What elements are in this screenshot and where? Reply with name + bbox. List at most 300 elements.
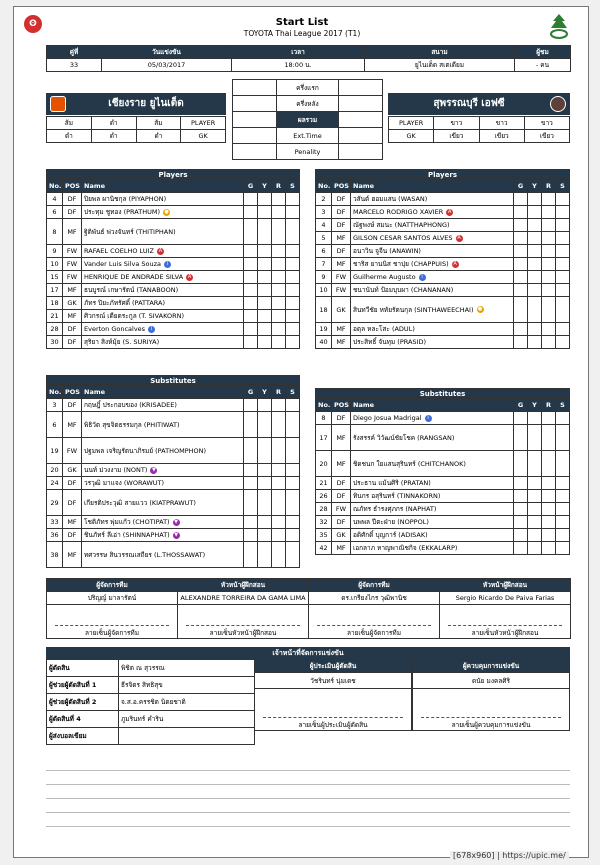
player-name: สินทวีชัย หทัยรัตนกุล (SINTHAWEECHAI)	[353, 305, 474, 314]
player-number: 20	[316, 451, 332, 477]
player-row	[316, 193, 570, 206]
player-number: 15	[47, 271, 63, 284]
away-team-manager: ดร.เกรียงไกร วุฒิพานิช	[309, 592, 440, 605]
official-head: หัวหน้าผู้ฝึกสอน	[440, 579, 571, 592]
col-s: S	[286, 180, 300, 193]
away-team-logo	[550, 96, 566, 112]
player-position: DF	[332, 477, 351, 490]
player-position: MF	[63, 516, 82, 529]
player-name-cell	[351, 258, 514, 271]
player-name-cell	[82, 193, 244, 206]
player-name: ธนบูรณ์ เกษารัตน์ (TANABOON)	[84, 286, 179, 294]
player-name-cell	[82, 542, 244, 568]
section-title: Players	[315, 169, 570, 179]
kit-head: ขาว	[524, 117, 569, 130]
player-number: 20	[47, 464, 63, 477]
player-number: 2	[316, 193, 332, 206]
player-name-cell	[82, 245, 244, 258]
col-no: No.	[316, 180, 332, 193]
away-substitutes-section	[315, 388, 570, 555]
player-number: 40	[316, 336, 332, 349]
player-name-cell	[351, 245, 514, 258]
player-name: วสันต์ ฮอมแสน (WASAN)	[353, 195, 428, 203]
player-name: ประทุม ชูทอง (PRATHUM)	[84, 208, 160, 216]
signature-box	[47, 605, 178, 639]
official-head: ผู้จัดการทีม	[47, 579, 178, 592]
home-head-coach: ALEXANDRE TORREIRA DA GAMA LIMA	[178, 592, 309, 605]
player-number: 8	[47, 219, 63, 245]
col-pos: POS	[332, 399, 351, 412]
player-position: GK	[63, 464, 82, 477]
kit-head: ขาว	[434, 117, 479, 130]
player-number: 9	[316, 271, 332, 284]
player-name: พิธิวัต สุขจิตธรรมกุล (PHITIWAT)	[84, 420, 180, 429]
player-number: 17	[316, 425, 332, 451]
kit-val: ดำ	[136, 130, 181, 143]
col-no: No.	[47, 386, 63, 399]
assistant-1-name: ธีรจิตร สิทธิสุข	[119, 677, 255, 694]
watermark: [678x960] | https://upic.me/	[450, 851, 569, 860]
kit-val: ดำ	[91, 130, 136, 143]
section-title: Substitutes	[46, 375, 300, 385]
col-y: Y	[528, 399, 542, 412]
player-name-cell	[82, 206, 244, 219]
period-first-half: ครึ่งแรก	[277, 80, 339, 96]
player-number: 35	[316, 529, 332, 542]
player-name: ทินกร อสุรินทร์ (TINNAKORN)	[353, 492, 441, 500]
player-status-icon: A	[453, 260, 457, 267]
col-no: No.	[316, 399, 332, 412]
player-name: อดิศักดิ์ บุญการ์ (ADISAK)	[353, 531, 428, 539]
document-page	[13, 6, 589, 858]
player-name: GILSON CESAR SANTOS ALVES	[353, 234, 453, 242]
col-g: G	[244, 386, 258, 399]
player-position: GK	[332, 529, 351, 542]
col-r: R	[272, 180, 286, 193]
player-row	[316, 412, 570, 425]
signature-label: ลายเซ็นผู้ประเมินผู้ตัดสิน	[298, 721, 368, 729]
kit-head: ดำ	[91, 117, 136, 130]
player-position: FW	[332, 271, 351, 284]
player-position: FW	[63, 245, 82, 258]
player-name-cell	[351, 297, 514, 323]
player-position: DF	[63, 399, 82, 412]
col-y: Y	[528, 180, 542, 193]
player-position: MF	[332, 232, 351, 245]
player-name-cell	[82, 529, 244, 542]
player-position: DF	[332, 412, 351, 425]
player-row	[47, 336, 300, 349]
player-name-cell	[351, 451, 514, 477]
player-name-cell	[351, 412, 514, 425]
col-g: G	[514, 399, 528, 412]
col-g: G	[514, 180, 528, 193]
player-number: 6	[316, 245, 332, 258]
player-number: 38	[47, 542, 63, 568]
signature-label: ลายเซ็นผู้จัดการทีม	[346, 629, 401, 637]
player-name-cell	[82, 284, 244, 297]
player-position: FW	[63, 438, 82, 464]
player-name-cell	[351, 323, 514, 336]
player-name-cell	[351, 425, 514, 451]
player-name: ชาริส ยานนิส ชาปุย (CHAPPUIS)	[353, 260, 449, 268]
player-row	[316, 529, 570, 542]
player-name-cell	[351, 193, 514, 206]
player-row	[316, 336, 570, 349]
player-status-icon: A	[457, 234, 461, 241]
player-row	[47, 438, 300, 464]
player-number: 29	[47, 490, 63, 516]
player-position: DF	[63, 477, 82, 490]
player-name-cell	[351, 232, 514, 245]
kit-head: ส้ม	[136, 117, 181, 130]
fourth-official-role: ผู้ตัดสินที่ 4	[47, 711, 119, 728]
player-name: ประสิทธิ์ จันทุม (PRASID)	[353, 338, 427, 346]
player-status-icon: A	[448, 208, 452, 215]
player-row	[47, 516, 300, 529]
commissioner-head: ผู้ควบคุมการแข่งขัน	[413, 660, 570, 673]
player-position: DF	[63, 193, 82, 206]
player-row	[47, 529, 300, 542]
player-number: 10	[47, 258, 63, 271]
col-r: R	[272, 386, 286, 399]
extra-name	[119, 728, 255, 745]
player-row	[316, 542, 570, 555]
player-name: Guilherme Augusto	[353, 273, 416, 281]
player-name: เกียรติประวุฒิ สายแวว (KIATPRAWUT)	[84, 498, 196, 507]
player-position: MF	[332, 336, 351, 349]
official-head: หัวหน้าผู้ฝึกสอน	[178, 579, 309, 592]
player-name-cell	[351, 206, 514, 219]
player-number: 10	[316, 284, 332, 297]
player-name-cell	[351, 542, 514, 555]
player-row	[316, 258, 570, 271]
col-name: Name	[82, 386, 244, 399]
player-name: ณภัทร ธำรงศุภกร (NAPHAT)	[353, 505, 437, 513]
player-row	[316, 284, 570, 297]
match-head: สนาม	[365, 46, 515, 59]
player-row	[47, 271, 300, 284]
col-s: S	[286, 386, 300, 399]
player-row	[47, 490, 300, 516]
player-row	[47, 412, 300, 438]
kit-head: PLAYER	[181, 117, 226, 130]
player-status-icon: ●	[477, 306, 483, 312]
player-row	[47, 310, 300, 323]
away-kit-table	[388, 116, 570, 143]
player-status-icon: ▼	[174, 531, 179, 538]
home-team-name	[46, 93, 226, 115]
col-pos: POS	[63, 180, 82, 193]
kit-val: ดำ	[47, 130, 92, 143]
player-name: นพพล ปีตะฝ่าย (NOPPOL)	[353, 518, 429, 526]
player-name: ชนานันท์ ป้อมบุบผา (CHANANAN)	[353, 286, 454, 294]
player-name: ภัทร ปิยะภัทรัศดิ์ (PATTARA)	[84, 299, 166, 307]
player-name: ณัฐพงษ์ สมนะ (NATTHAPHONG)	[353, 221, 450, 229]
player-name: MARCELO RODRIGO XAVIER	[353, 208, 444, 216]
period-extra-time: Ext.Time	[277, 128, 339, 144]
col-name: Name	[82, 180, 244, 193]
col-y: Y	[258, 180, 272, 193]
period-total: ผลรวม	[277, 112, 339, 128]
home-team-logo	[50, 96, 66, 112]
kit-val: GK	[181, 130, 226, 143]
player-position: FW	[332, 284, 351, 297]
kit-head: ขาว	[479, 117, 524, 130]
col-y: Y	[258, 386, 272, 399]
player-name: ศิวกรณ์ เตียตระกูล (T. SIVAKORN)	[84, 312, 185, 320]
player-name: HENRIQUE DE ANDRADE SILVA	[84, 273, 184, 281]
player-position: MF	[63, 310, 82, 323]
player-position: DF	[332, 206, 351, 219]
player-name: ชินภัทร์ ลีเอ่า (SHINNAPHAT)	[84, 531, 170, 539]
page-subtitle: TOYOTA Thai League 2017 (T1)	[243, 29, 361, 38]
player-position: MF	[63, 219, 82, 245]
signature-label: ลายเซ็นหัวหน้าผู้ฝึกสอน	[209, 629, 277, 637]
player-position: MF	[332, 451, 351, 477]
kit-val: GK	[389, 130, 434, 143]
player-position: MF	[63, 412, 82, 438]
player-name-cell	[82, 310, 244, 323]
assistant-2-role: ผู้ช่วยผู้ตัดสินที่ 2	[47, 694, 119, 711]
player-number: 8	[316, 412, 332, 425]
col-pos: POS	[332, 180, 351, 193]
match-venue: ยูไนเต็ด สเตเดียม	[365, 59, 515, 72]
player-row	[47, 193, 300, 206]
player-name: ทศวรรษ สินวรรณเสถียร (L.THOSSAWAT)	[84, 550, 206, 559]
player-name-cell	[351, 516, 514, 529]
section-title: Players	[46, 169, 300, 179]
player-name: ชิดชนก ใยแสนสุรินทร์ (CHITCHANOK)	[353, 459, 466, 468]
player-position: DF	[63, 323, 82, 336]
page-title: Start List	[275, 17, 329, 28]
player-name-cell	[82, 271, 244, 284]
kit-val: เขียว	[479, 130, 524, 143]
player-row	[316, 490, 570, 503]
player-status-icon: i	[164, 261, 171, 268]
player-number: 6	[47, 206, 63, 219]
official-head: ผู้จัดการทีม	[309, 579, 440, 592]
player-number: 21	[316, 477, 332, 490]
period-second-half: ครึ่งหลัง	[277, 96, 339, 112]
player-row	[47, 258, 300, 271]
player-status-icon: ●	[164, 208, 169, 215]
period-penalty: Penality	[277, 144, 339, 160]
player-row	[47, 464, 300, 477]
player-row	[316, 271, 570, 284]
player-row	[316, 425, 570, 451]
player-row	[316, 477, 570, 490]
player-number: 30	[47, 336, 63, 349]
player-position: DF	[332, 219, 351, 232]
player-name-cell	[82, 438, 244, 464]
player-name-cell	[351, 529, 514, 542]
player-position: DF	[332, 245, 351, 258]
match-head: วันแข่งขัน	[102, 46, 232, 59]
score-periods-table	[232, 79, 383, 160]
player-number: 3	[316, 206, 332, 219]
assessor-table	[254, 659, 412, 731]
match-time: 18:00 น.	[232, 59, 365, 72]
player-name: ปฐมพล เจริญรัตนาภิรมย์ (PATHOMPHON)	[84, 446, 207, 455]
match-number: 33	[47, 59, 102, 72]
player-position: MF	[63, 284, 82, 297]
player-status-icon: ▼	[174, 518, 179, 525]
player-name: อดุล หละโสะ (ADUL)	[353, 325, 415, 333]
col-name: Name	[351, 399, 514, 412]
home-team-label: เชียงราย ยูไนเต็ด	[108, 98, 184, 109]
player-name: ฐิติพันธ์ พ่วงจันทร์ (THITIPHAN)	[84, 227, 176, 236]
player-name: นนท์ ม่วงงาม (NONT)	[84, 466, 148, 474]
player-status-icon: A	[187, 273, 192, 280]
player-row	[316, 206, 570, 219]
match-date: 05/03/2017	[102, 59, 232, 72]
player-number: 18	[47, 297, 63, 310]
player-row	[47, 477, 300, 490]
player-name: อนาวิน จูจีน (ANAWIN)	[353, 247, 421, 255]
player-number: 17	[47, 284, 63, 297]
player-position: DF	[63, 490, 82, 516]
player-name: กฤษฎิ์ ประกอบของ (KRISADEE)	[84, 401, 177, 409]
referee-role: ผู้ตัดสิน	[47, 660, 119, 677]
col-g: G	[244, 180, 258, 193]
away-team-label: สุพรรณบุรี เอฟซี	[433, 98, 505, 109]
player-name-cell	[82, 399, 244, 412]
notes-area	[46, 757, 570, 837]
col-s: S	[556, 399, 570, 412]
col-name: Name	[351, 180, 514, 193]
player-row	[47, 245, 300, 258]
player-number: 18	[316, 297, 332, 323]
player-number: 9	[47, 245, 63, 258]
player-name-cell	[82, 464, 244, 477]
player-name: Everton Goncalves	[84, 325, 146, 333]
player-name: เอกลาภ หาญพาณิชกิจ (EKKALARP)	[353, 544, 458, 552]
player-name-cell	[351, 477, 514, 490]
player-number: 24	[47, 477, 63, 490]
player-number: 28	[316, 503, 332, 516]
assistant-1-role: ผู้ช่วยผู้ตัดสินที่ 1	[47, 677, 119, 694]
player-name-cell	[351, 503, 514, 516]
player-name: วรวุฒิ มาแจง (WORAWUT)	[84, 479, 165, 487]
player-name-cell	[82, 219, 244, 245]
col-no: No.	[47, 180, 63, 193]
match-head: เวลา	[232, 46, 365, 59]
player-name: รังสรรค์ วิวัฒน์ชัยโชค (RANGSAN)	[353, 433, 455, 442]
staff-section-title: เจ้าหน้าที่จัดการแข่งขัน	[46, 647, 570, 659]
player-name-cell	[82, 412, 244, 438]
player-row	[316, 516, 570, 529]
away-team-name	[388, 93, 570, 115]
player-row	[316, 503, 570, 516]
player-number: 5	[316, 232, 332, 245]
player-number: 26	[316, 490, 332, 503]
player-name-cell	[82, 490, 244, 516]
kit-head: PLAYER	[389, 117, 434, 130]
kit-val: เขียว	[434, 130, 479, 143]
fourth-official-name: ภูมรินทร์ คำริน	[119, 711, 255, 728]
match-head: ผู้ชม	[515, 46, 571, 59]
player-name-cell	[351, 271, 514, 284]
player-position: DF	[332, 490, 351, 503]
player-number: 42	[316, 542, 332, 555]
assessor-head: ผู้ประเมินผู้ตัดสิน	[255, 660, 412, 673]
player-name-cell	[82, 258, 244, 271]
player-row	[47, 399, 300, 412]
player-position: MF	[332, 258, 351, 271]
player-position: DF	[332, 516, 351, 529]
player-row	[47, 542, 300, 568]
player-position: DF	[63, 336, 82, 349]
player-name-cell	[82, 336, 244, 349]
commissioner-name: ดนัย มงคลศิริ	[413, 673, 570, 689]
match-head: คู่ที่	[47, 46, 102, 59]
signature-box	[309, 605, 440, 639]
player-name: Vander Luis Silva Souza	[84, 260, 162, 268]
player-position: FW	[332, 503, 351, 516]
player-row	[316, 245, 570, 258]
home-substitutes-section	[46, 375, 300, 568]
assessor-signature	[255, 689, 412, 731]
player-row	[316, 297, 570, 323]
player-status-icon: i	[148, 326, 155, 333]
player-number: 6	[47, 412, 63, 438]
player-status-icon: A	[158, 247, 163, 254]
kit-head: ส้ม	[47, 117, 92, 130]
extra-role: ผู้ส่งบอลเขียม	[47, 728, 119, 745]
referee-table	[46, 659, 255, 745]
player-status-icon: i	[419, 274, 426, 281]
player-name-cell	[82, 477, 244, 490]
player-number: 4	[316, 219, 332, 232]
player-number: 4	[47, 193, 63, 206]
player-name: ประธาน แม้นศิริ (PRATAN)	[353, 479, 431, 487]
player-row	[47, 284, 300, 297]
col-r: R	[542, 399, 556, 412]
signature-label: ลายเซ็นผู้จัดการทีม	[84, 629, 139, 637]
player-position: DF	[63, 529, 82, 542]
player-name: Diego Josua Madrigal	[353, 414, 422, 422]
player-position: DF	[332, 193, 351, 206]
home-team-manager: ปริญญ์ มาลารัตน์	[47, 592, 178, 605]
player-name: โชติภัทร พุ่มแก้ว (CHOTIPAT)	[84, 518, 170, 526]
player-row	[316, 232, 570, 245]
player-row	[47, 219, 300, 245]
signature-label: ลายเซ็นหัวหน้าผู้ฝึกสอน	[471, 629, 539, 637]
team-officials-table	[46, 578, 571, 639]
player-position: MF	[332, 425, 351, 451]
player-name-cell	[351, 490, 514, 503]
player-name-cell	[82, 516, 244, 529]
player-name: RAFAEL COELHO LUIZ	[84, 247, 154, 255]
player-row	[316, 451, 570, 477]
player-position: MF	[63, 542, 82, 568]
commissioner-signature	[413, 689, 570, 731]
player-row	[47, 206, 300, 219]
player-name: ปิยพล ผานิชกุล (PIYAPHON)	[84, 195, 167, 203]
match-attendance: - คน	[515, 59, 571, 72]
player-position: FW	[63, 271, 82, 284]
col-s: S	[556, 180, 570, 193]
home-kit-table	[46, 116, 226, 143]
player-number: 36	[47, 529, 63, 542]
player-number: 32	[316, 516, 332, 529]
referee-name: พิชิต ณ สุวรรณ	[119, 660, 255, 677]
kit-val: เขียว	[524, 130, 569, 143]
signature-box	[440, 605, 571, 639]
player-number: 3	[47, 399, 63, 412]
assistant-2-name: จ.ส.อ.ครรชิต นิตยชาติ	[119, 694, 255, 711]
